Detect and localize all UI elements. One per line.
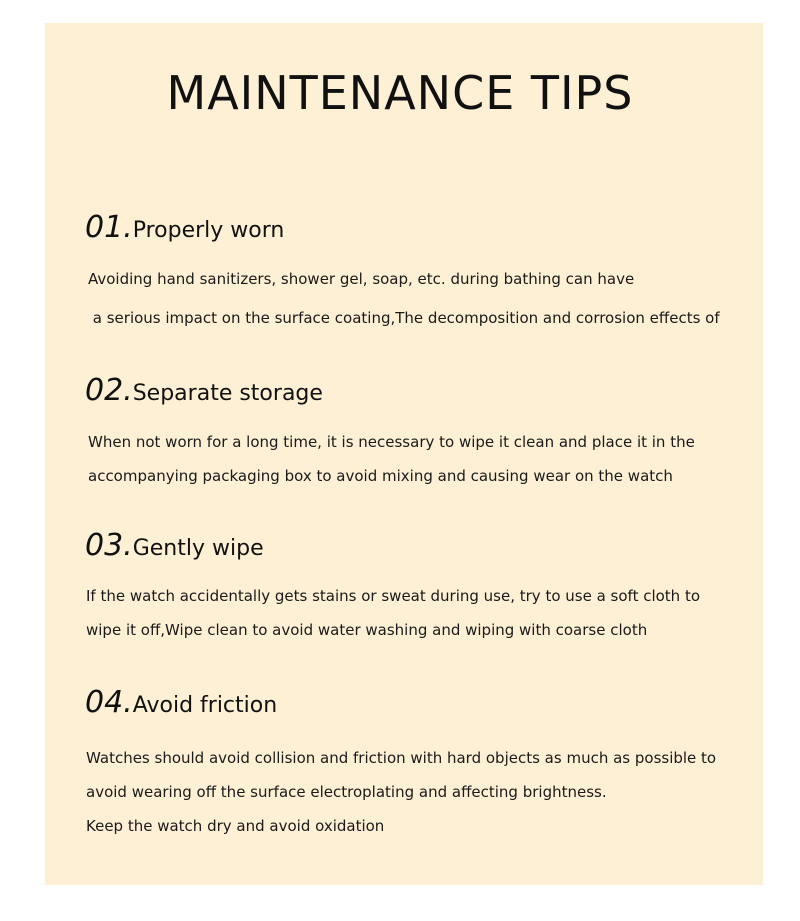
- section-4-heading: [85, 685, 278, 720]
- section-1-number: 01.: [85, 210, 133, 245]
- section-3-line-2: wipe it off,Wipe clean to avoid water washing and wiping with coarse cloth: [86, 621, 648, 639]
- section-2-heading: [85, 373, 323, 408]
- section-2-line-1: When not worn for a long time, it is necessary to wipe it clean and place it in the: [88, 433, 695, 451]
- section-2-line-2: accompanying packaging box to avoid mixing and causing wear on the watch: [88, 467, 673, 485]
- section-4-title: Avoid friction: [132, 693, 278, 718]
- section-3-number: 03.: [85, 528, 133, 563]
- section-3-line-1: If the watch accidentally gets stains or sweat during use, try to use a soft cloth to: [86, 587, 701, 605]
- section-4-line-1: Watches should avoid collision and friction with hard objects as much as possible to: [86, 749, 717, 767]
- section-3-heading: [85, 528, 264, 563]
- section-1-line-1: Avoiding hand sanitizers, shower gel, soap, etc. during bathing can have: [88, 270, 635, 288]
- section-2-title: Separate storage: [132, 381, 323, 406]
- section-1-title: Properly worn: [132, 218, 285, 243]
- section-4-line-3: Keep the watch dry and avoid oxidation: [86, 817, 385, 835]
- section-4-line-2: avoid wearing off the surface electroplating and affecting brightness.: [86, 783, 607, 801]
- section-4-number: 04.: [85, 685, 133, 720]
- section-3-title: Gently wipe: [132, 536, 264, 561]
- section-1-heading: [85, 210, 285, 245]
- section-1-line-2: a serious impact on the surface coating,The decomposition and corrosion effects of: [88, 309, 720, 327]
- section-2-number: 02.: [85, 373, 133, 408]
- page-title: MAINTENANCE TIPS: [166, 66, 634, 120]
